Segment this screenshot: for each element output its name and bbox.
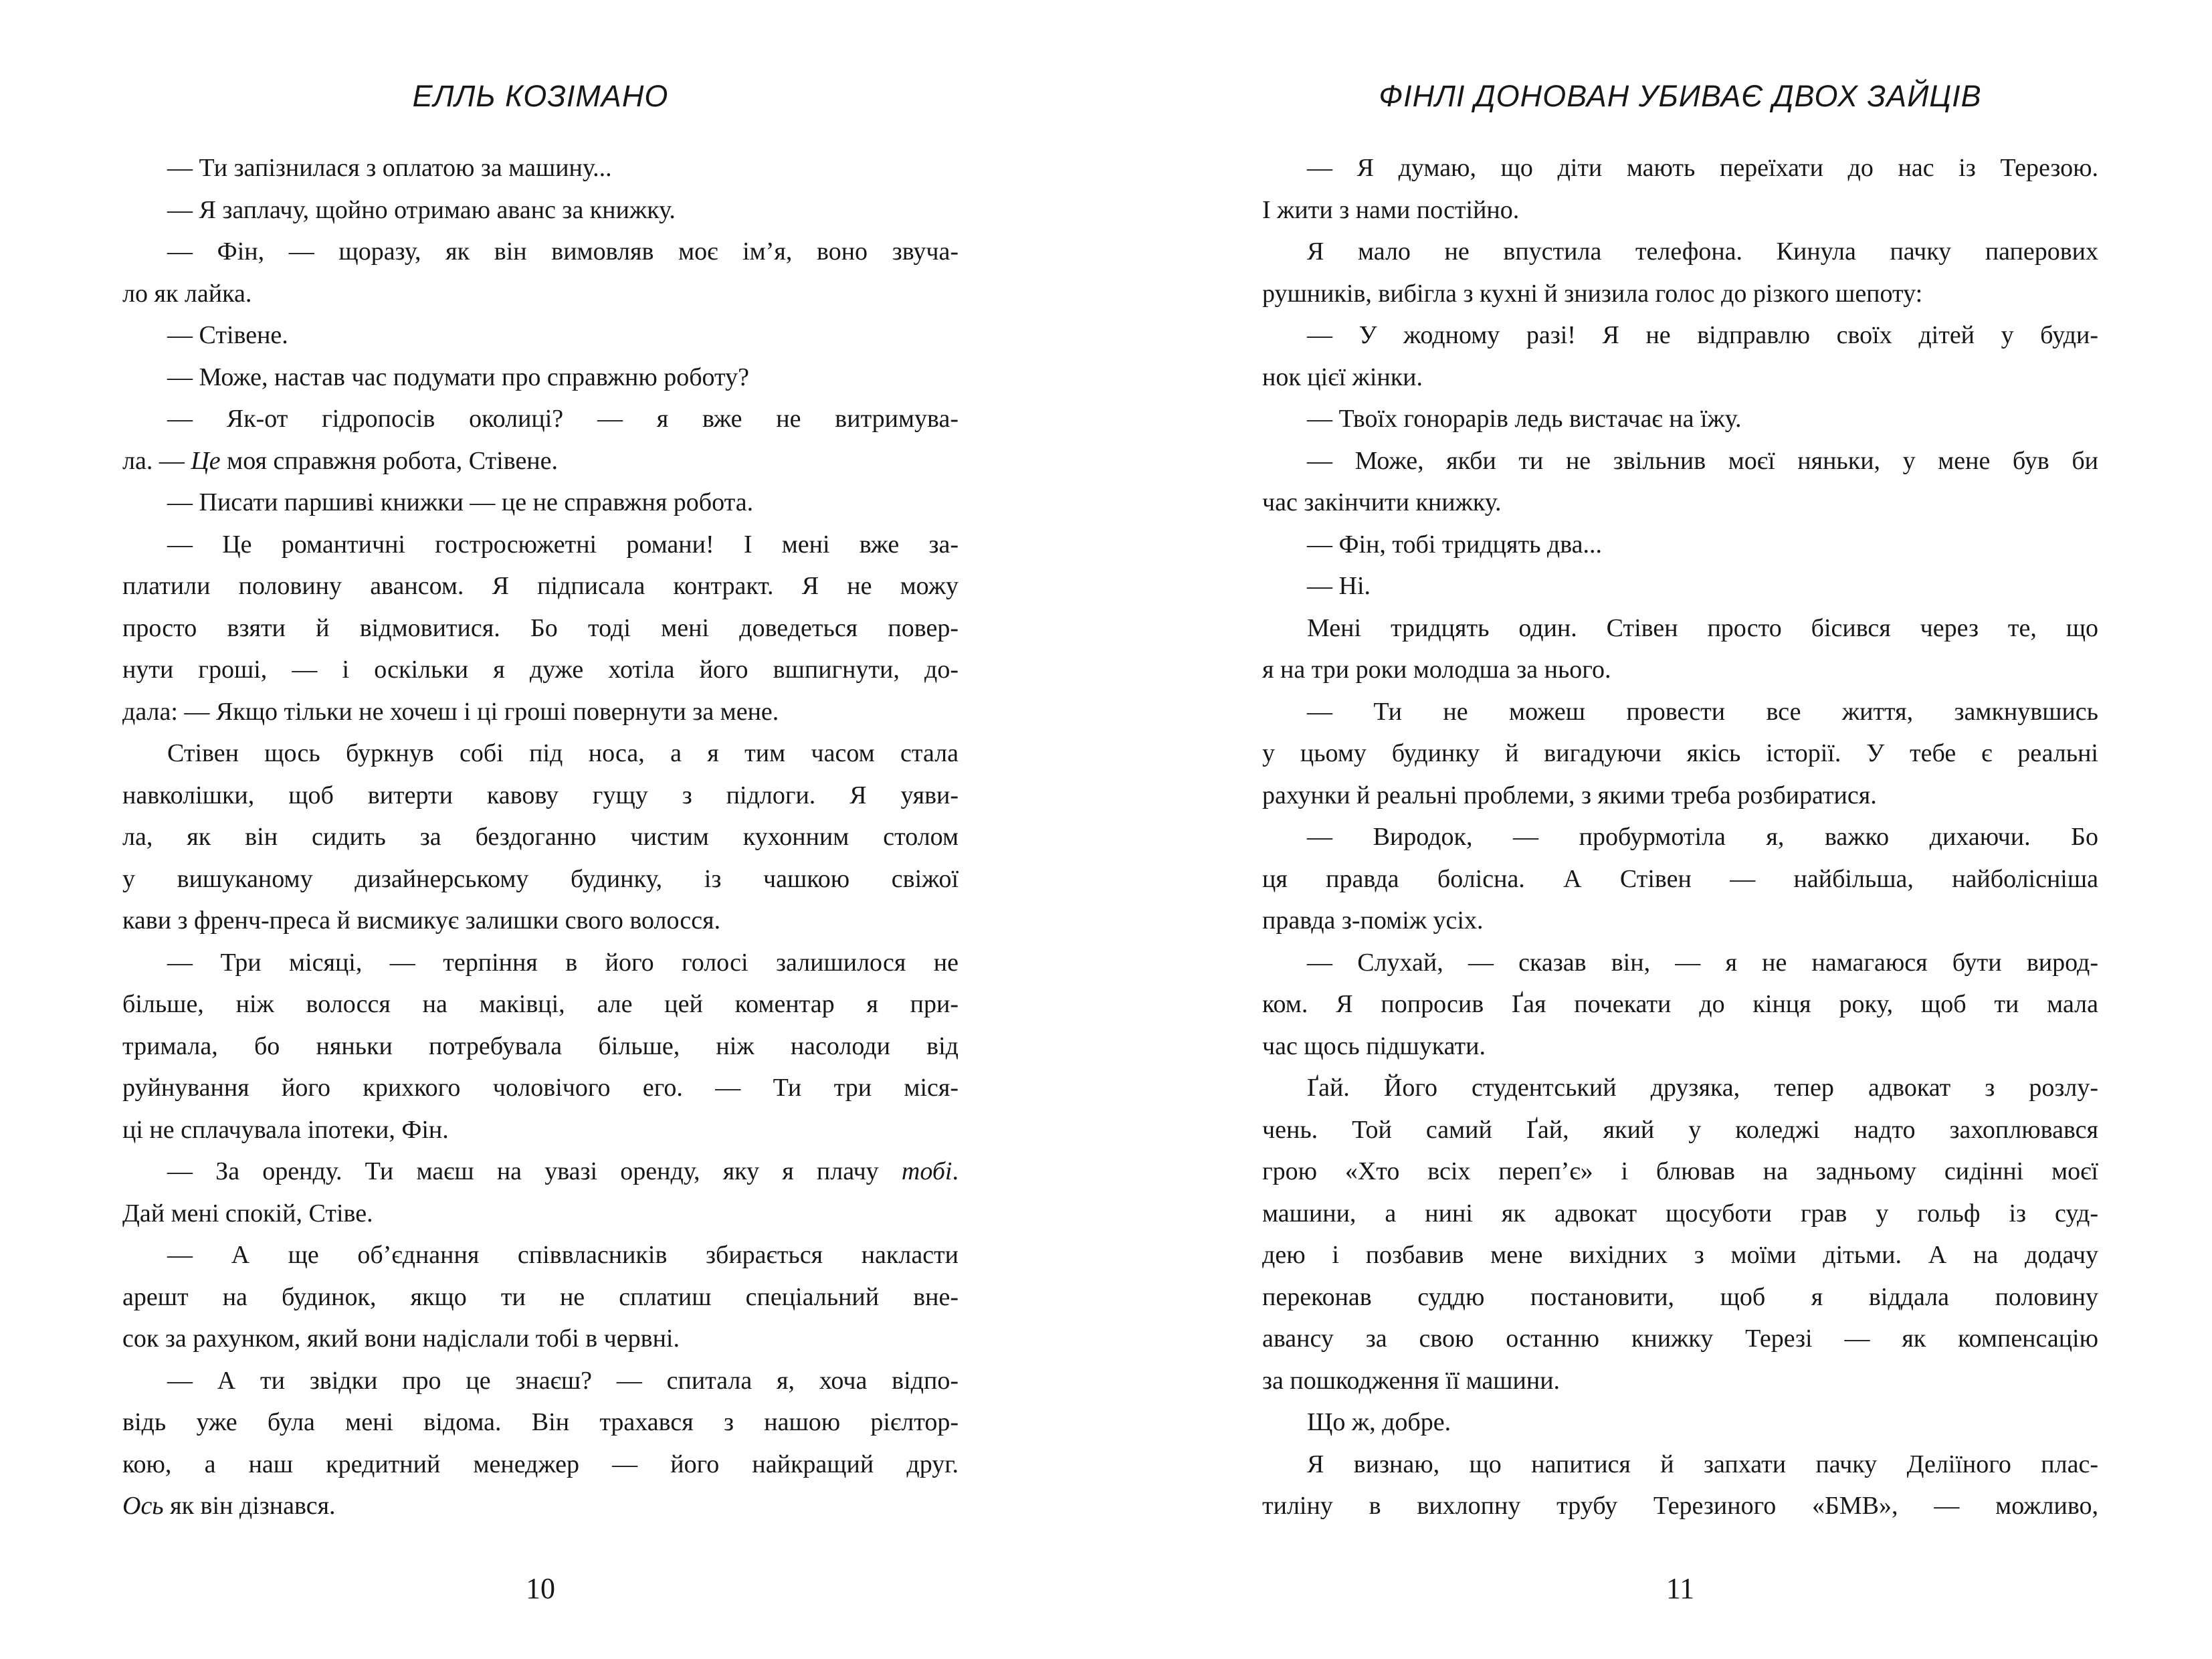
italic-text-segment: Ось (122, 1492, 164, 1520)
text-line (122, 858, 959, 900)
text-segment: сок за рахунком, який вони надіслали тобі в червні. (122, 1325, 680, 1353)
text-line (122, 189, 959, 231)
text-segment: у цьому будинку й вигадуючи якісь історії. У тебе є реальні (1262, 739, 2098, 767)
text-line (122, 357, 959, 399)
text-line (1262, 147, 2098, 189)
page-left (122, 0, 959, 1659)
text-line (1262, 983, 2098, 1026)
page-left-text (122, 147, 959, 1527)
text-line (1262, 1444, 2098, 1486)
text-segment: у вишуканому дизайнерському будинку, із чашкою свіжої (122, 864, 959, 893)
text-line (1262, 314, 2098, 357)
text-segment: кави з френч-преса й висмикує залишки свого волосся. (122, 906, 721, 935)
text-line (1262, 440, 2098, 482)
text-line (122, 1067, 959, 1109)
text-line (1262, 482, 2098, 524)
text-line (1262, 691, 2098, 733)
text-line (1262, 1276, 2098, 1319)
text-segment: навколішки, щоб витерти кавову гущу з підлоги. Я уяви- (122, 781, 959, 809)
text-line (122, 482, 959, 524)
text-segment: Ґай. Його студентський друзяка, тепер адвокат з розлу- (1307, 1074, 2098, 1102)
text-line (1262, 900, 2098, 942)
text-segment: руйнування його крихкого чоловічого его. — Ти три міся- (122, 1074, 959, 1102)
text-segment: Я визнаю, що напитися й запхати пачку Деліїного плас- (1307, 1450, 2098, 1478)
text-line (122, 1360, 959, 1402)
text-segment: — Я думаю, що діти мають переїхати до нас із Терезою. (1307, 154, 2098, 182)
text-segment: — Фін, тобі тридцять два... (1307, 530, 1603, 559)
text-line (122, 524, 959, 566)
text-segment: ла. — (122, 446, 191, 475)
text-segment: Що ж, добре. (1307, 1408, 1451, 1436)
text-line (122, 900, 959, 942)
text-line (122, 983, 959, 1026)
text-segment: — Ні. (1307, 572, 1371, 600)
text-segment: ком. Я попросив Ґая почекати до кінця року, щоб ти мала (1262, 990, 2098, 1018)
italic-text-segment: тобі (901, 1157, 952, 1185)
text-line (1262, 1109, 2098, 1151)
text-line (1262, 1318, 2098, 1360)
text-segment: рушників, вибігла з кухні й знизила голос до різкого шепоту: (1262, 279, 1923, 308)
text-segment: нок цієї жінки. (1262, 363, 1423, 391)
text-line (1262, 1401, 2098, 1444)
text-segment: — Три місяці, — терпіння в його голосі залишилося не (167, 948, 959, 977)
text-segment: — Фін, — щоразу, як він вимовляв моє ім’я, воно звуча- (167, 237, 959, 266)
text-line (1262, 1151, 2098, 1193)
text-line (122, 1318, 959, 1360)
text-line (122, 1276, 959, 1319)
text-segment: арешт на будинок, якщо ти не сплатиш спеціальний вне- (122, 1282, 959, 1311)
text-line (122, 398, 959, 440)
text-segment: Мені тридцять один. Стівен просто бісився через те, що (1307, 613, 2098, 642)
text-segment: переконав суддю постановити, щоб я віддала половину (1262, 1282, 2098, 1311)
text-line (122, 649, 959, 691)
text-segment: — Я заплачу, щойно отримаю аванс за книжку. (167, 195, 676, 224)
text-segment: я на три роки молодша за нього. (1262, 656, 1611, 684)
text-line (1262, 1067, 2098, 1109)
text-line (1262, 733, 2098, 775)
text-line (1262, 231, 2098, 273)
text-segment: — А ти звідки про це знаєш? — спитала я, хоча відпо- (167, 1366, 959, 1395)
text-segment: — Ти запізнилася з оплатою за машину... (167, 154, 612, 182)
text-line (1262, 357, 2098, 399)
text-segment: ця правда болісна. А Стівен — найбільша, найболісніша (1262, 864, 2098, 893)
text-segment: час закінчити книжку. (1262, 488, 1502, 516)
text-segment: Дай мені спокій, Стіве. (122, 1199, 373, 1228)
text-segment: рахунки й реальні проблеми, з якими треба розбиратися. (1262, 781, 1877, 809)
text-segment: тиліну в вихлопну трубу Терезиного «БМВ», — можливо, (1262, 1492, 2098, 1520)
text-segment: просто взяти й відмовитися. Бо тоді мені доведеться повер- (122, 613, 959, 642)
text-segment: більше, ніж волосся на маківці, але цей коментар я при- (122, 990, 959, 1018)
text-line (122, 1234, 959, 1276)
text-line (122, 273, 959, 315)
text-line (122, 314, 959, 357)
text-segment: платили половину авансом. Я підписала контракт. Я не можу (122, 572, 959, 600)
page-number-right: 11 (1666, 1572, 1695, 1605)
text-line (1262, 1234, 2098, 1276)
text-segment: — Це романтичні гостросюжетні романи! І мені вже за- (167, 530, 959, 559)
text-segment: кою, а наш кредитний менеджер — його найкращий друг. (122, 1450, 959, 1478)
text-segment: авансу за свою останню книжку Терезі — як компенсацію (1262, 1325, 2098, 1353)
text-segment: тримала, бо няньки потребувала більше, ніж насолоди від (122, 1032, 959, 1060)
text-line (122, 1193, 959, 1235)
text-line (1262, 816, 2098, 858)
text-segment: ці не сплачувала іпотеки, Фін. (122, 1115, 449, 1144)
text-line (1262, 524, 2098, 566)
text-line (122, 1151, 959, 1193)
text-line (122, 1109, 959, 1151)
text-line (122, 733, 959, 775)
text-segment: — Ти не можеш провести все життя, замкнувшись (1307, 697, 2098, 726)
text-line (122, 816, 959, 858)
text-segment: — Стівене. (167, 321, 288, 349)
text-line (1262, 942, 2098, 984)
text-line (122, 231, 959, 273)
text-segment: час щось підшукати. (1262, 1032, 1486, 1060)
text-segment: машини, а нині як адвокат щосуботи грав у гольф із суд- (1262, 1199, 2098, 1228)
text-line (122, 565, 959, 607)
text-line (1262, 1026, 2098, 1068)
text-segment: відь уже була мені відома. Він трахався з нашою рієлтор- (122, 1408, 959, 1436)
text-line (122, 1026, 959, 1068)
text-segment: нути гроші, — і оскільки я дуже хотіла його вшпигнути, до- (122, 656, 959, 684)
text-segment: — А ще об’єднання співвласників збирається накласти (167, 1241, 959, 1269)
text-line (1262, 607, 2098, 650)
text-line (1262, 189, 2098, 231)
running-header-title: ФІНЛІ ДОНОВАН УБИВАЄ ДВОХ ЗАЙЦІВ (1379, 79, 1982, 113)
text-line (122, 1401, 959, 1444)
text-segment: чень. Той самий Ґай, який у коледжі надто захоплювався (1262, 1115, 2098, 1144)
text-segment: — Може, якби ти не звільнив моєї няньки, у мене був би (1307, 446, 2098, 475)
text-segment: — Писати паршиві книжки — це не справжня робота. (167, 488, 754, 516)
text-line (122, 775, 959, 817)
text-segment: за пошкодження її машини. (1262, 1366, 1561, 1395)
text-segment: — Слухай, — сказав він, — я не намагаюся бути вирод- (1307, 948, 2098, 977)
page-right-text (1262, 147, 2098, 1527)
text-line (122, 1444, 959, 1486)
text-line (122, 1485, 959, 1527)
text-line (122, 942, 959, 984)
italic-text-segment: Це (191, 446, 221, 475)
text-segment: — Виродок, — пробурмотіла я, важко дихаючи. Бо (1307, 823, 2098, 851)
text-line (122, 147, 959, 189)
text-segment: — За оренду. Ти маєш на увазі оренду, яку я плачу (167, 1157, 902, 1185)
text-segment: моя справжня робота, Стівене. (220, 446, 559, 475)
text-line (1262, 565, 2098, 607)
text-line (1262, 858, 2098, 900)
text-line (1262, 273, 2098, 315)
text-segment: дею і позбавив мене вихідних з моїми дітьми. А на додачу (1262, 1241, 2098, 1269)
page-number-left: 10 (526, 1572, 555, 1605)
text-segment: Я мало не впустила телефона. Кинула пачку паперових (1307, 237, 2098, 266)
text-segment: як він дізнався. (163, 1492, 336, 1520)
text-line (1262, 775, 2098, 817)
text-segment: — Твоїх гонорарів ледь вистачає на їжу. (1307, 405, 1742, 433)
text-segment: . (952, 1157, 959, 1185)
text-segment: правда з-поміж усіх. (1262, 906, 1484, 935)
text-segment: ла, як він сидить за бездоганно чистим кухонним столом (122, 823, 959, 851)
text-line (1262, 1485, 2098, 1527)
text-segment: ло як лайка. (122, 279, 252, 308)
page-right (1262, 0, 2098, 1659)
text-segment: дала: — Якщо тільки не хочеш і ці гроші повернути за мене. (122, 697, 779, 726)
text-segment: — Може, настав час подумати про справжню роботу? (167, 363, 750, 391)
text-segment: — У жодному разі! Я не відправлю своїх дітей у буди- (1307, 321, 2098, 349)
text-line (1262, 398, 2098, 440)
text-segment: Стівен щось буркнув собі під носа, а я тим часом стала (167, 739, 959, 767)
text-segment: І жити з нами постійно. (1262, 195, 1520, 224)
running-header-author: ЕЛЛЬ КОЗІМАНО (412, 79, 669, 113)
text-line (122, 691, 959, 733)
text-line (1262, 1360, 2098, 1402)
text-line (122, 440, 959, 482)
text-line (122, 607, 959, 650)
text-line (1262, 1193, 2098, 1235)
text-segment: грою «Хто всіх переп’є» і блював на задньому сидінні моєї (1262, 1157, 2098, 1185)
text-segment: — Як-от гідропосів околиці? — я вже не витримува- (167, 405, 959, 433)
text-line (1262, 649, 2098, 691)
